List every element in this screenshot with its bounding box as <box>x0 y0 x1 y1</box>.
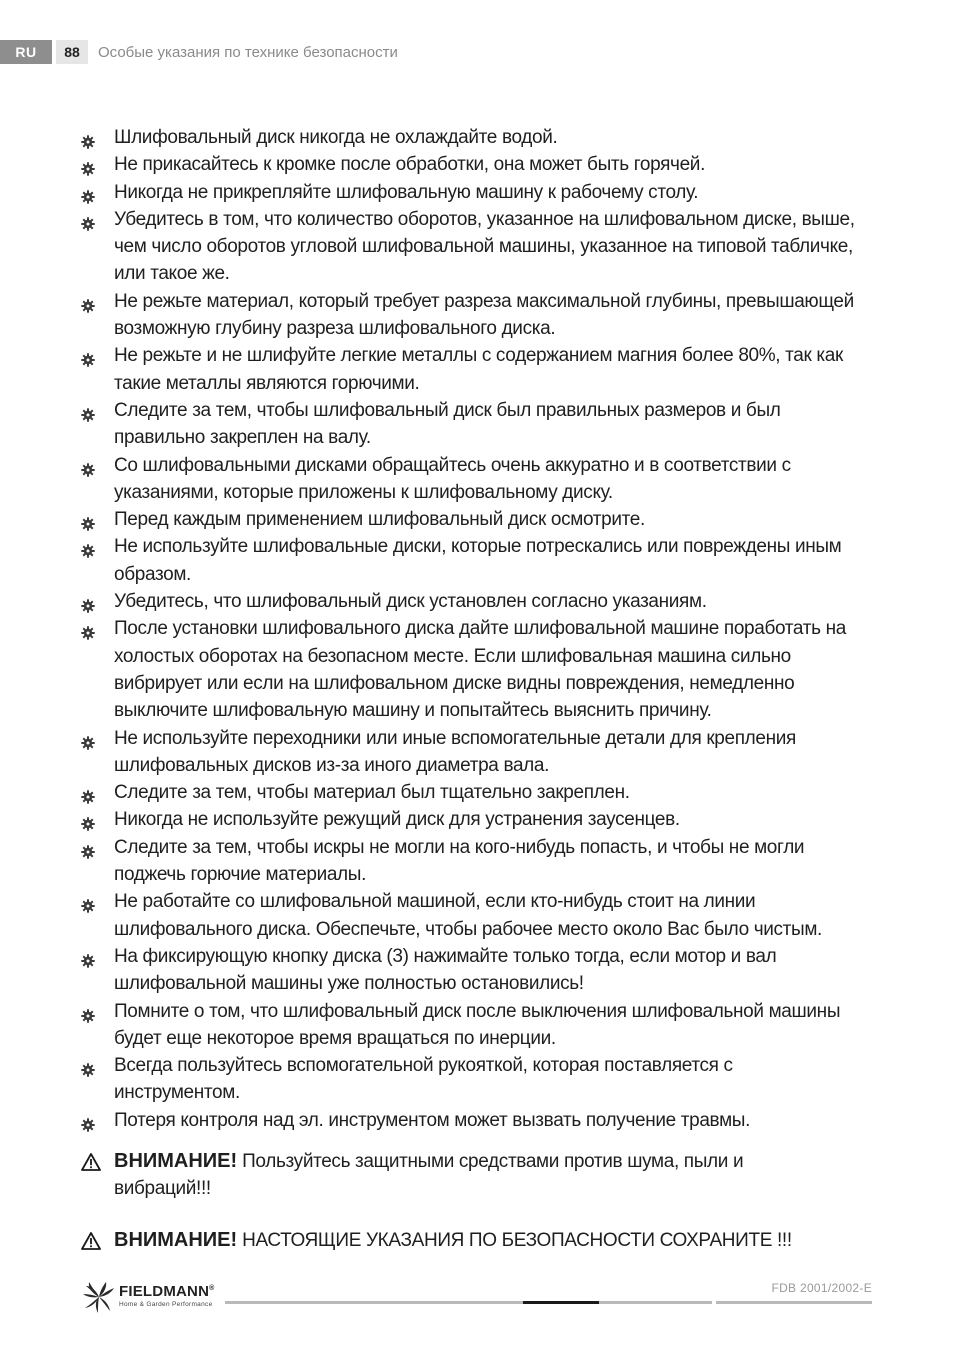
page-footer <box>0 1270 954 1320</box>
bullet-item <box>80 342 880 397</box>
bullet-text-line: чем число оборотов угловой шлифовальной машины, указанное на типовой табличке, <box>114 236 853 258</box>
bullet-item <box>80 397 880 452</box>
bullet-item <box>80 834 880 889</box>
bullet-text-line: Не прикасайтесь к кромке после обработки, она может быть горячей. <box>114 154 706 176</box>
gear-bullet-icon <box>81 212 95 226</box>
bullet-item <box>80 288 880 343</box>
bullet-item <box>80 124 880 151</box>
bullet-text-line: указаниями, которые приложены к шлифовальному диску. <box>114 481 613 503</box>
bullet-text-line: шлифовальной машины уже полностью остановились! <box>114 973 584 995</box>
gear-bullet-icon <box>81 512 95 526</box>
bullet-text-line: возможную глубину разреза шлифовального диска. <box>114 318 556 340</box>
bullet-text-line: Убедитесь в том, что количество оборотов, указанное на шлифовальном диске, выше, <box>114 208 855 230</box>
bullet-text-line: Не режьте и не шлифуйте легкие металлы с содержанием магния более 80%, так как <box>114 345 843 367</box>
bullet-text-line: Не работайте со шлифовальной машиной, если кто-нибудь стоит на линии <box>114 891 756 913</box>
model-number: FDB 2001/2002-E <box>771 1281 872 1295</box>
bullet-text-line: Убедитесь, что шлифовальный диск установлен согласно указаниям. <box>114 591 707 613</box>
warning-note <box>80 1148 880 1203</box>
bullet-text-line: поджечь горючие материалы. <box>114 864 367 886</box>
gear-bullet-icon <box>81 130 95 144</box>
bullet-item <box>80 179 880 206</box>
brand-logo <box>82 1280 214 1314</box>
gear-bullet-icon <box>81 621 95 635</box>
footer-rule <box>225 1301 523 1304</box>
bullet-text-line: такие металлы являются горючими. <box>114 372 420 394</box>
gear-bullet-icon <box>81 812 95 826</box>
gear-bullet-icon <box>81 594 95 608</box>
bullet-item <box>80 151 880 178</box>
bullet-item <box>80 588 880 615</box>
bullet-text-line: Следите за тем, чтобы материал был тщательно закреплен. <box>114 782 630 804</box>
page-number: 88 <box>56 40 88 64</box>
bullet-item <box>80 1052 880 1107</box>
bullet-text-line: Не режьте материал, который требует разреза максимальной глубины, превышающей <box>114 290 854 312</box>
bullet-text-line: Со шлифовальными дисками обращайтесь очень аккуратно и в соответствии с <box>114 454 791 476</box>
gear-bullet-icon <box>81 894 95 908</box>
brand-tagline: Home & Garden Performance <box>119 1301 213 1308</box>
bullet-item <box>80 1107 880 1134</box>
bullet-item <box>80 888 880 943</box>
gear-bullet-icon <box>81 348 95 362</box>
bullet-text-line: Потеря контроля над эл. инструментом может вызвать получение травмы. <box>114 1109 751 1131</box>
gear-bullet-icon <box>81 403 95 417</box>
language-tab: RU <box>0 40 52 64</box>
bullet-text-line: Шлифовальный диск никогда не охлаждайте водой. <box>114 127 558 148</box>
gear-bullet-icon <box>81 731 95 745</box>
page-header <box>0 40 398 64</box>
gear-bullet-icon <box>81 949 95 963</box>
brand-name: FIELDMANN <box>119 1283 210 1300</box>
bullet-text-line: Помните о том, что шлифовальный диск после выключения шлифовальной машины <box>114 1000 841 1022</box>
bullet-text-line: шлифовального диска. Обеспечьте, чтобы рабочее место около Вас было чистым. <box>114 918 822 940</box>
bullet-item <box>80 452 880 507</box>
bullet-text-line: вибрирует или если на шлифовальном диске видны повреждения, немедленно <box>114 672 795 694</box>
bullet-item <box>80 779 880 806</box>
section-title: Особые указания по технике безопасности <box>98 43 398 61</box>
bullet-text-line: шлифовальных дисков из-за иного диаметра вала. <box>114 754 550 776</box>
gear-bullet-icon <box>81 1058 95 1072</box>
gear-bullet-icon <box>81 185 95 199</box>
bullet-item <box>80 725 880 780</box>
safety-instructions <box>80 124 880 1254</box>
gear-bullet-icon <box>81 785 95 799</box>
bullet-text-line: будет еще некоторое время вращаться по инерции. <box>114 1027 556 1049</box>
bullet-item <box>80 998 880 1053</box>
footer-rule-accent <box>523 1301 599 1304</box>
warning-text-line: Пользуйтесь защитными средствами против шума, пыли и <box>242 1150 744 1172</box>
bullet-text-line: или такое же. <box>114 263 230 285</box>
warning-label: ВНИМАНИЕ! <box>114 1228 238 1251</box>
bullet-text-line: После установки шлифовального диска дайте шлифовальной машине поработать на <box>114 618 846 640</box>
gear-bullet-icon <box>81 458 95 472</box>
bullet-text-line: Следите за тем, чтобы искры не могли на кого-нибудь попасть, и чтобы не могли <box>114 836 805 858</box>
bullet-text-line: Не используйте шлифовальные диски, которые потрескались или повреждены иным <box>114 536 842 558</box>
bullet-list <box>80 124 880 1134</box>
bullet-item <box>80 206 880 288</box>
warning-triangle-icon <box>81 1152 101 1170</box>
trademark-symbol: ® <box>209 1285 215 1292</box>
bullet-item <box>80 615 880 724</box>
footer-rule <box>599 1301 712 1304</box>
bullet-text-line: На фиксирующую кнопку диска (3) нажимайте только тогда, если мотор и вал <box>114 945 777 967</box>
bullet-text-line: Никогда не прикрепляйте шлифовальную машину к рабочему столу. <box>114 181 699 203</box>
bullet-text-line: Никогда не используйте режущий диск для устранения заусенцев. <box>114 809 680 831</box>
gear-bullet-icon <box>81 539 95 553</box>
gear-bullet-icon <box>81 1004 95 1018</box>
bullet-text-line: Всегда пользуйтесь вспомогательной рукояткой, которая поставляется с <box>114 1055 733 1077</box>
warning-text-line: НАСТОЯЩИЕ УКАЗАНИЯ ПО БЕЗОПАСНОСТИ СОХРАНИТЕ !!! <box>242 1229 792 1251</box>
footer-rule <box>716 1301 872 1304</box>
bullet-text-line: Не используйте переходники или иные вспомогательные детали для крепления <box>114 727 796 749</box>
bullet-text-line: инструментом. <box>114 1082 240 1104</box>
fieldmann-swirl-logo-icon <box>82 1280 116 1314</box>
bullet-text-line: холостых оборотах на безопасном месте. Если шлифовальная машина сильно <box>114 645 791 667</box>
bullet-text-line: Перед каждым применением шлифовальный диск осмотрите. <box>114 509 645 531</box>
warning-label: ВНИМАНИЕ! <box>114 1149 238 1172</box>
bullet-item <box>80 533 880 588</box>
bullet-text-line: образом. <box>114 563 191 585</box>
warning-note <box>80 1227 880 1254</box>
gear-bullet-icon <box>81 157 95 171</box>
gear-bullet-icon <box>81 294 95 308</box>
bullet-text-line: правильно закреплен на валу. <box>114 427 371 449</box>
bullet-item <box>80 943 880 998</box>
bullet-item <box>80 806 880 833</box>
gear-bullet-icon <box>81 840 95 854</box>
bullet-item <box>80 506 880 533</box>
bullet-text-line: Следите за тем, чтобы шлифовальный диск был правильных размеров и был <box>114 399 781 421</box>
warning-text-line: вибраций!!! <box>114 1178 211 1200</box>
bullet-text-line: выключите шлифовальную машину и попытайтесь выяснить причину. <box>114 700 712 722</box>
warning-triangle-icon <box>81 1231 101 1249</box>
gear-bullet-icon <box>81 1113 95 1127</box>
warnings <box>80 1148 880 1254</box>
